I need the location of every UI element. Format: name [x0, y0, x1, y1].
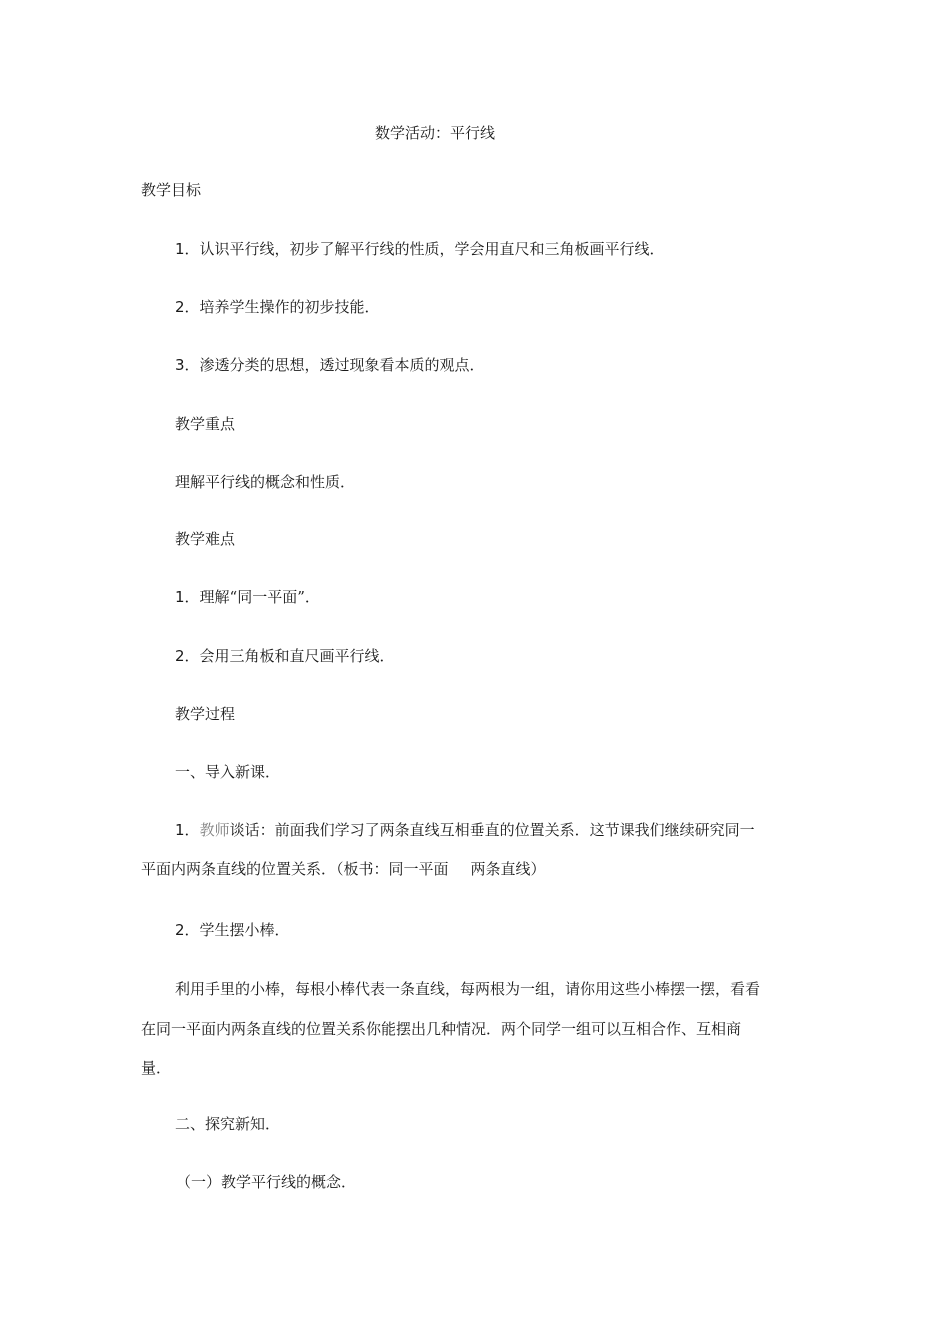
difficulty-item-text: ．会用三角板和直尺画平行线．	[184, 647, 395, 665]
goal-item-number: 2	[175, 298, 185, 316]
paragraph-line-3: 量．	[141, 1059, 172, 1077]
section1-heading: 一、导入新课．	[175, 763, 281, 781]
goal-item-text: ．认识平行线，初步了解平行线的性质，学会用直尺和三角板画平行线．	[184, 240, 665, 258]
process-item-number: 2	[175, 921, 185, 939]
difficulty-item-2	[175, 646, 395, 666]
goal-item-1	[175, 239, 665, 259]
goal-item-2	[175, 297, 380, 317]
key-points-heading: 教学重点	[175, 415, 236, 433]
document-title: 数学活动：平行线	[375, 124, 496, 142]
paragraph-line-1: 利用手里的小棒，每根小棒代表一条直线，每两根为一组，请你用这些小棒摆一摆，看看	[175, 980, 761, 998]
paragraph-line-2: 在同一平面内两条直线的位置关系你能摆出几种情况．两个同学一组可以互相合作、互相商	[141, 1020, 742, 1038]
process-heading: 教学过程	[175, 705, 236, 723]
process-item-dot: ．	[184, 821, 200, 839]
teacher-word: 教师	[199, 821, 230, 839]
goal-item-text: ．培养学生操作的初步技能．	[184, 298, 380, 316]
section2-heading: 二、探究新知．	[175, 1115, 281, 1133]
process-item-1-line2	[141, 859, 546, 879]
goal-item-number: 1	[175, 240, 185, 258]
difficulty-item-text: ．理解“同一平面”．	[184, 588, 320, 606]
process-item-number: 1	[175, 821, 185, 839]
difficulty-item-1	[175, 587, 320, 607]
goal-item-number: 3	[175, 356, 185, 374]
process-item-text-part-b: 两条直线）	[470, 860, 546, 878]
process-item-text-part-a: 平面内两条直线的位置关系．（板书：同一平面	[141, 860, 449, 878]
goals-heading: 教学目标	[141, 181, 202, 199]
difficulties-heading: 教学难点	[175, 530, 236, 548]
process-item-1-line1	[175, 820, 755, 840]
difficulty-item-number: 1	[175, 588, 185, 606]
process-item-text: ．学生摆小棒．	[184, 921, 290, 939]
process-item-2	[175, 920, 290, 940]
difficulty-item-number: 2	[175, 647, 185, 665]
goal-item-text: ．渗透分类的思想，透过现象看本质的观点．	[184, 356, 485, 374]
section2-subheading: （一）教学平行线的概念．	[176, 1173, 357, 1191]
goal-item-3	[175, 355, 485, 375]
process-item-text: 谈话：前面我们学习了两条直线互相垂直的位置关系．这节课我们继续研究同一	[229, 821, 755, 839]
key-points-text: 理解平行线的概念和性质．	[175, 473, 356, 491]
